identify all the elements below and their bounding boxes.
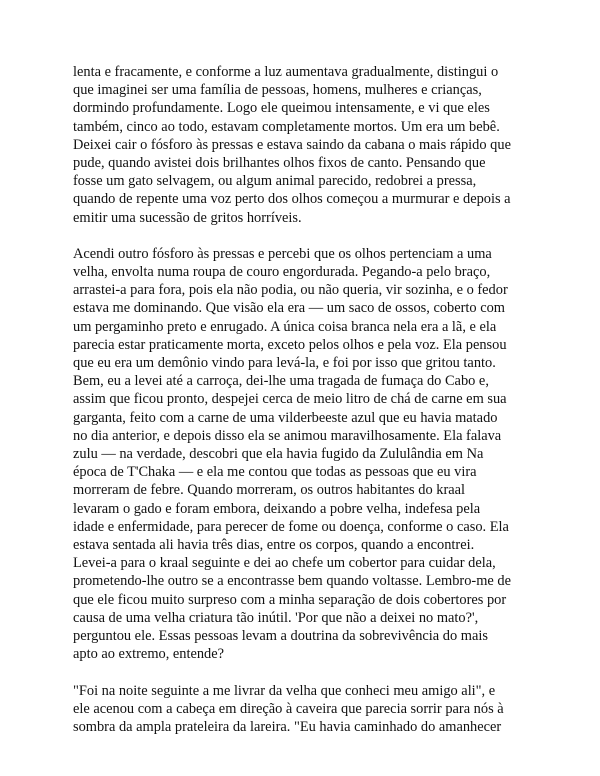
- text-line: apto ao extremo, entende?: [73, 646, 225, 663]
- text-line: idade e enfermidade, para perecer de fome ou doença, conforme o caso. Ela: [73, 518, 509, 535]
- text-line: que imaginei ser uma família de pessoas, homens, mulheres e crianças,: [73, 82, 482, 99]
- text-line: época de T'Chaka — e ela me contou que todas as pessoas que eu vira: [73, 464, 477, 481]
- text-line: um pergaminho preto e enrugado. A única coisa branca nela era a lã, e ela: [73, 318, 497, 335]
- body-text: [73, 63, 535, 754]
- text-line: velha, envolta numa roupa de couro engordurada. Pegando-a pelo braço,: [73, 264, 491, 281]
- text-line: também, cinco ao todo, estavam completamente mortos. Um era um bebê.: [73, 118, 500, 135]
- text-line: Bem, eu a levei até a carroça, dei-lhe uma tragada de fumaça do Cabo e,: [73, 373, 489, 390]
- text-line: que ele ficou muito surpreso com a minha separação de dois cobertores por: [73, 591, 507, 608]
- text-line: prometendo-lhe outro se a encontrasse bem quando voltasse. Lembro-me de: [73, 573, 511, 590]
- text-line: Acendi outro fósforo às pressas e percebi que os olhos pertenciam a uma: [73, 245, 492, 262]
- text-line: estava me dominando. Que visão ela era — um saco de ossos, coberto com: [73, 300, 505, 317]
- text-line: pude, quando avistei dois brilhantes olhos fixos de canto. Pensando que: [73, 155, 486, 172]
- text-line: fosse um gato selvagem, ou algum animal parecido, redobrei a pressa,: [73, 173, 477, 190]
- text-line: Levei-a para o kraal seguinte e dei ao chefe um cobertor para cuidar dela,: [73, 555, 496, 572]
- text-line: arrastei-a para fora, pois ela não podia, ou não queria, vir sozinha, e o fedor: [73, 282, 508, 299]
- text-line: ele acenou com a cabeça em direção à caveira que parecia sorrir para nós à: [73, 700, 504, 717]
- text-line: causa de uma velha criatura tão inútil. 'Por que não a deixei no mato?',: [73, 609, 479, 626]
- paragraph-3: [73, 682, 535, 737]
- text-line: "Foi na noite seguinte a me livrar da velha que conheci meu amigo ali", e: [73, 682, 496, 699]
- text-line: emitir uma sucessão de gritos horríveis.: [73, 209, 302, 226]
- text-line: dormindo profundamente. Logo ele queimou intensamente, e vi que eles: [73, 100, 490, 117]
- text-line: zulu — na verdade, descobri que ela havia fugido da Zululândia em Na: [73, 446, 484, 463]
- paragraph-2: [73, 245, 535, 664]
- text-line: estava sentada ali havia três dias, entre os corpos, quando a encontrei.: [73, 537, 475, 554]
- text-line: quando de repente uma voz perto dos olhos começou a murmurar e depois a: [73, 191, 511, 208]
- text-line: levaram o gado e foram embora, deixando a pobre velha, indefesa pela: [73, 500, 481, 517]
- text-line: morreram de febre. Quando morreram, os outros habitantes do kraal: [73, 482, 466, 499]
- text-line: sombra da ampla prateleira da lareira. "Eu havia caminhado do amanhecer: [73, 718, 502, 735]
- text-line: perguntou ele. Essas pessoas levam a doutrina da sobrevivência do mais: [73, 628, 488, 645]
- text-line: que eu era um demônio vindo para levá-la, e foi por isso que gritou tanto.: [73, 355, 496, 372]
- paragraph-1: [73, 63, 535, 227]
- text-line: assim que ficou pronto, despejei cerca de meio litro de chá de carne em sua: [73, 391, 507, 408]
- text-line: Deixei cair o fósforo às pressas e estava saindo da cabana o mais rápido que: [73, 136, 511, 153]
- text-line: parecia estar praticamente morta, exceto pelos olhos e pela voz. Ela pensou: [73, 336, 507, 353]
- text-line: lenta e fracamente, e conforme a luz aumentava gradualmente, distingui o: [73, 64, 499, 80]
- text-line: garganta, feito com a carne de uma vilderbeeste azul que eu havia matado: [73, 409, 498, 426]
- text-line: no dia anterior, e depois disso ela se animou maravilhosamente. Ela falava: [73, 427, 502, 444]
